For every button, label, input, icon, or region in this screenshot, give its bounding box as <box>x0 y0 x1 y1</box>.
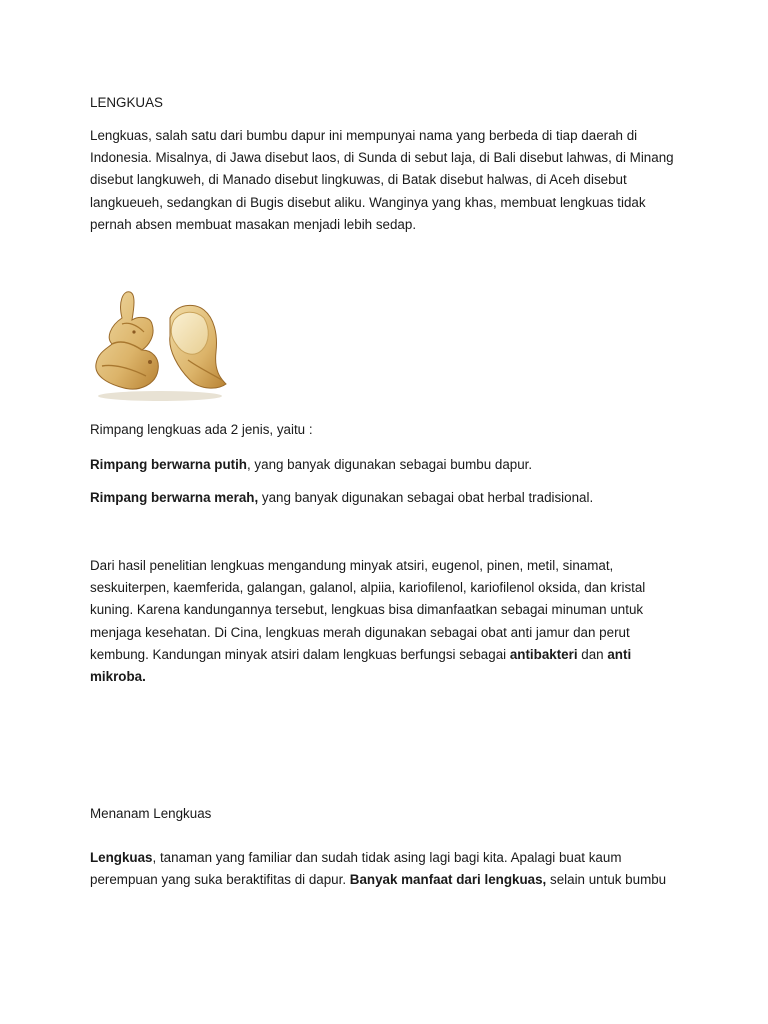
research-conj: dan <box>577 646 608 662</box>
planting-term-1: Lengkuas <box>90 850 153 865</box>
type-red <box>90 487 690 509</box>
type-white <box>90 454 690 476</box>
research-paragraph <box>90 555 690 688</box>
type-red-desc: yang banyak digunakan sebagai obat herbal tradisional. <box>258 490 594 505</box>
type-red-name: Rimpang berwarna merah, <box>90 490 259 505</box>
section-title: Menanam Lengkuas <box>90 806 212 821</box>
research-text: Dari hasil penelitian lengkuas mengandung minyak atsiri, eugenol, pinen, metil, sinamat, seskuiterpen, kaemferida, galangan, galanol, alpiia, kariofilenol, kariofilenol oksida, dan kristal kuning. Karena kandungannya tersebut, lengkuas bisa dimanfaatkan sebagai minuman untuk menjaga kesehatan. Di Cina, lengkuas merah digunakan sebagai obat anti jamur dan perut kembung. Kandungan minyak atsiri dalam lengkuas berfungsi sebagai <box>90 558 646 662</box>
planting-term-2: Banyak manfaat dari lengkuas, <box>349 872 547 888</box>
type-white-desc: , yang banyak digunakan sebagai bumbu dapur. <box>246 457 533 472</box>
galangal-image <box>90 280 234 402</box>
research-term-2: anti mikroba. <box>90 646 632 685</box>
planting-text-1: , tanaman yang familiar dan sudah tidak asing lagi bagi kita. Apalagi buat kaum perempuan yang suka beraktifitas di dapur. <box>90 850 622 888</box>
heading: LENGKUAS <box>90 95 163 110</box>
type-white-name: Rimpang berwarna putih <box>90 457 247 472</box>
types-intro: Rimpang lengkuas ada 2 jenis, yaitu : <box>90 422 313 437</box>
intro-paragraph: Lengkuas, salah satu dari bumbu dapur ini mempunyai nama yang berbeda di tiap daerah di Indonesia. Misalnya, di Jawa disebut laos, di Sunda di sebut laja, di Bali disebut lahwas, di Minang disebut langkuweh, di Manado disebut lingkuwas, di Batak disebut halwas, di Aceh disebut langkueueh, sedangkan di Bugis disebut aliku. Wanginya yang khas, membuat lengkuas tidak pernah absen membuat masakan menjadi lebih sedap. <box>90 128 674 232</box>
planting-text-2: selain untuk bumbu <box>546 872 667 888</box>
research-term-1: antibakteri <box>509 646 578 662</box>
planting-paragraph <box>90 847 690 891</box>
